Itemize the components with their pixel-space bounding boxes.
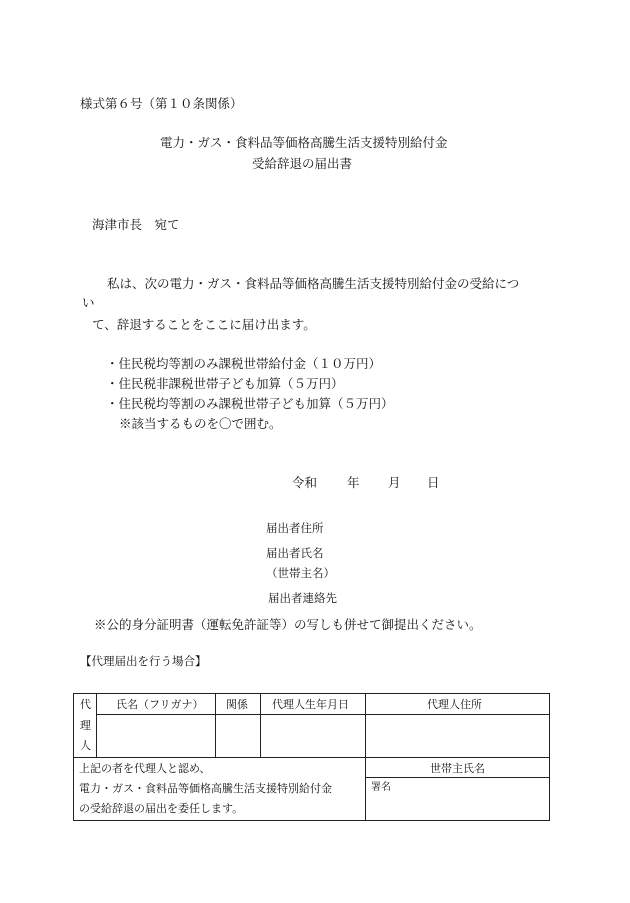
form-number: 様式第６号（第１０条関係） <box>80 96 243 111</box>
notifier-contact-label: 届出者連絡先 <box>268 591 337 605</box>
column-header-relation: 関係 <box>226 698 248 711</box>
notifier-name-label: 届出者氏名 <box>266 546 324 560</box>
date-month-label: 月 <box>388 475 401 490</box>
signature-label: 署名 <box>371 782 391 793</box>
benefit-item-3: ・住民税均等割のみ課税世帯子ども加算（５万円） <box>106 396 394 411</box>
benefit-item-1: ・住民税均等割のみ課税世帯給付金（１０万円） <box>106 356 382 371</box>
table-divider <box>97 714 550 715</box>
id-document-note: ※公的身分証明書（運転免許証等）の写しも併せて御提出ください。 <box>94 617 482 632</box>
table-divider <box>74 757 550 758</box>
household-head-label: （世帯主名） <box>266 566 335 580</box>
proxy-side-label-3: 人 <box>80 739 91 752</box>
proxy-side-label-1: 代 <box>80 698 91 711</box>
delegation-text-line-1: 上記の者を代理人と認め、 <box>79 762 211 775</box>
body-text-line-2: て、辞退することをここに届け出ます。 <box>92 317 316 332</box>
table-divider <box>260 694 261 757</box>
document-title-line-1: 電力・ガス・食料品等価格高騰生活支援特別給付金 <box>160 135 448 150</box>
table-divider <box>215 694 216 757</box>
date-era-label: 令和 <box>292 475 318 490</box>
table-divider <box>365 694 366 820</box>
circle-instruction-note: ※該当するものを〇で囲む。 <box>119 416 282 431</box>
delegation-text-line-3: の受給辞退の届出を委任します。 <box>79 802 244 815</box>
date-day-label: 日 <box>427 475 440 490</box>
proxy-table <box>73 693 550 821</box>
household-head-name-header: 世帯主氏名 <box>430 762 485 775</box>
proxy-side-label-2: 理 <box>80 719 91 732</box>
notifier-address-label: 届出者住所 <box>266 521 324 535</box>
table-divider <box>365 777 550 778</box>
addressee: 海津市長 宛て <box>92 217 180 232</box>
table-divider <box>96 694 97 757</box>
date-year-label: 年 <box>347 475 360 490</box>
proxy-section-heading: 【代理届出を行う場合】 <box>80 654 207 668</box>
body-text-line-1-wrap: い <box>82 295 95 310</box>
document-title-line-2: 受給辞退の届出書 <box>252 156 353 171</box>
benefit-item-2: ・住民税非課税世帯子ども加算（５万円） <box>106 376 344 391</box>
body-text-line-1: 私は、次の電力・ガス・食料品等価格高騰生活支援特別給付金の受給につ <box>107 276 520 291</box>
column-header-birthdate: 代理人生年月日 <box>272 698 349 711</box>
column-header-address: 代理人住所 <box>427 698 482 711</box>
column-header-name: 氏名（フリガナ） <box>116 698 204 711</box>
delegation-text-line-2: 電力・ガス・食料品等価格高騰生活支援特別給付金 <box>79 782 332 795</box>
